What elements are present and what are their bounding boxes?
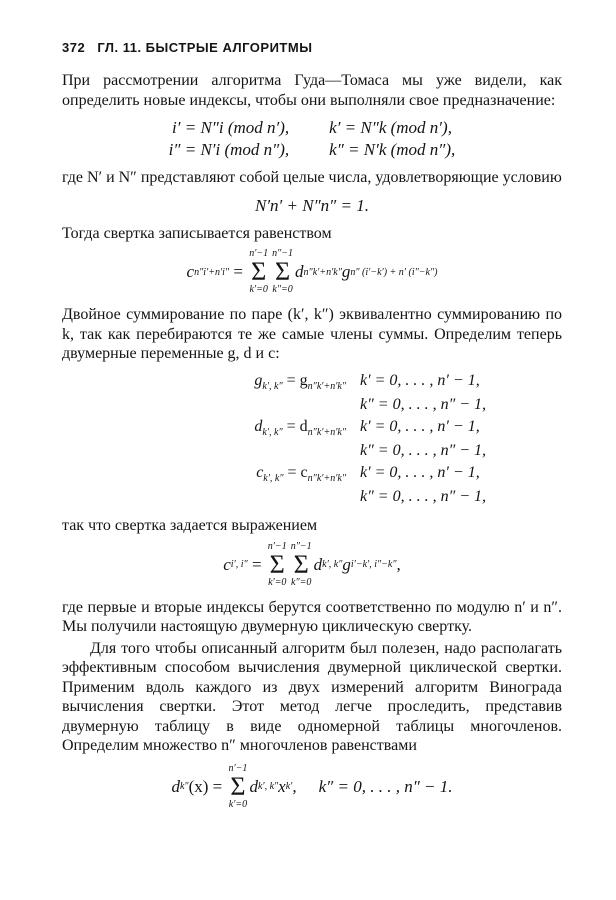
page-number: 372 bbox=[62, 40, 86, 55]
conv-lhs-index: n″i′+n′i″ bbox=[194, 266, 230, 278]
conv2d-term-g: g bbox=[342, 554, 351, 574]
def-c-lhs-empty bbox=[146, 488, 346, 506]
conv2d-equals: = bbox=[251, 554, 262, 574]
sum2d-k2-upper: n″−1 bbox=[290, 540, 312, 552]
equation-polynomials: d k″ (x) = n′−1 Σ k′=0 d k′, k″ x k′ , k″ = 0, . . . , n″ − 1. bbox=[171, 762, 453, 810]
sum2d-k1-lower: k′=0 bbox=[268, 576, 287, 588]
conv-lhs: c bbox=[186, 262, 195, 281]
def-c-lhs: $c_{k', k''} = c_{n''k'+n'k''}$ bbox=[256, 463, 346, 485]
paragraph-4: Двойное суммирование по паре (k′, k″) эквивалентно суммированию по k, так как перебираются те же самые члены суммы. Определим теперь двумерные переменные g, d и c: bbox=[62, 306, 562, 362]
conv2d-term-d-index: k′, k″ bbox=[322, 559, 343, 571]
sum-k1-lower: k′=0 bbox=[249, 284, 268, 295]
sum2d-sign-k1: n′−1 Σ k′=0 bbox=[267, 540, 287, 588]
paragraph-5: так что свертка задается выражением bbox=[62, 517, 318, 535]
conv-term-g-index: n″ (i′−k′) + n′ (i″−k″) bbox=[350, 266, 438, 278]
sum-k2-upper: n″−1 bbox=[272, 248, 294, 259]
paragraph-2: где N′ и N″ представляют собой целые числа, удовлетворяющие условию bbox=[62, 169, 562, 186]
chapter-title: ГЛ. 11. БЫСТРЫЕ АЛГОРИТМЫ bbox=[97, 40, 313, 55]
conv-equals: = bbox=[233, 262, 243, 281]
paragraph-6: где первые и вторые индексы берутся соответственно по модулю n′ и n″. Мы получили настоящую двумерную циклическую свертку. bbox=[62, 598, 562, 636]
def-g-lhs-empty bbox=[146, 396, 346, 414]
def-c-range-2: k″ = 0, . . . , n″ − 1, bbox=[360, 488, 487, 506]
def-g-range-2: k″ = 0, . . . , n″ − 1, bbox=[360, 395, 487, 413]
conv-term-d-index: n″k′+n′k″ bbox=[303, 266, 342, 278]
poly-term-x-power: k′ bbox=[285, 781, 293, 793]
paragraph-7: Для того чтобы описанный алгоритм был полезен, надо располагать эффективным способом вычисления двумерной циклической свертки. Применим вдоль каждого из двух измерений алгоритм Винограда вычисления свертки. Этот метод легче проследить, представив двумерную таблицу в виде одномерной таблицы многочленов. Определим множество n″ многочленов равенствами bbox=[62, 639, 562, 755]
paragraph-1: При рассмотрении алгоритма Гуда—Томаса мы уже видели, как определить новые индексы, чтобы они выполняли свое предназначение: bbox=[62, 72, 562, 109]
poly-term-x: x bbox=[278, 776, 286, 796]
def-g-range-1: k′ = 0, . . . , n′ − 1, bbox=[360, 371, 480, 389]
def-g-lhs: $g_{k', k''} = g_{n''k'+n'k''}$ bbox=[254, 371, 346, 392]
poly-lhs-index: k″ bbox=[179, 781, 189, 793]
def-d-range-1: k′ = 0, . . . , n′ − 1, bbox=[360, 417, 480, 435]
conv-term-d: d bbox=[295, 262, 304, 281]
definitions-block bbox=[146, 372, 562, 507]
poly-term-d-index: k′, k″ bbox=[257, 781, 279, 793]
eq-k-double-prime: k″ = N′k (mod n″), bbox=[329, 140, 456, 159]
def-d-lhs: $d_{k', k''} = d_{n''k'+n'k''}$ bbox=[254, 417, 346, 438]
conv2d-term-d: d bbox=[313, 554, 323, 574]
eq-i-prime: i′ = N″i (mod n′), bbox=[172, 118, 290, 137]
page-header bbox=[62, 40, 562, 55]
sum2d-sign-k2: n″−1 Σ k″=0 bbox=[290, 540, 312, 588]
conv2d-comma: , bbox=[396, 554, 401, 574]
poly-term-d: d bbox=[249, 776, 258, 796]
equation-2d-convolution bbox=[62, 542, 562, 588]
poly-lhs-arg: (x) = bbox=[188, 776, 223, 796]
poly-lhs: d bbox=[171, 776, 180, 796]
conv2d-term-g-index: i′−k′, i″−k″ bbox=[350, 559, 397, 571]
equation-convolution bbox=[62, 249, 562, 295]
eq-k-prime: k′ = N″k (mod n′), bbox=[329, 118, 452, 137]
poly-sum-lower: k′=0 bbox=[228, 798, 248, 810]
equation-indices bbox=[62, 118, 562, 160]
paragraph-3: Тогда свертка записывается равенством bbox=[62, 224, 332, 242]
sum-sign-k1: n′−1 Σ k′=0 bbox=[249, 248, 269, 295]
conv2d-lhs-index: i′, i″ bbox=[230, 559, 248, 571]
eq-i-double-prime: i″ = N′i (mod n″), bbox=[168, 140, 290, 159]
poly-range: k″ = 0, . . . , n″ − 1. bbox=[318, 776, 453, 796]
equation-bezout bbox=[62, 196, 562, 216]
bezout-identity: N′n′ + N″n″ = 1. bbox=[255, 195, 369, 215]
def-d-lhs-empty bbox=[146, 442, 346, 460]
sum-k2-lower: k″=0 bbox=[272, 284, 293, 295]
sum-sign-k2: n″−1 Σ k″=0 bbox=[272, 248, 294, 295]
poly-sum-sign: n′−1 Σ k′=0 bbox=[228, 762, 248, 810]
conv-term-g: g bbox=[341, 262, 351, 281]
conv2d-lhs: c bbox=[223, 554, 231, 574]
sum2d-k1-upper: n′−1 bbox=[267, 540, 287, 552]
poly-sum-upper: n′−1 bbox=[228, 762, 248, 774]
sum2d-k2-lower: k″=0 bbox=[291, 576, 312, 588]
def-c-range-1: k′ = 0, . . . , n′ − 1, bbox=[360, 463, 480, 481]
sum-k1-upper: n′−1 bbox=[249, 248, 269, 259]
def-d-range-2: k″ = 0, . . . , n″ − 1, bbox=[360, 441, 487, 459]
